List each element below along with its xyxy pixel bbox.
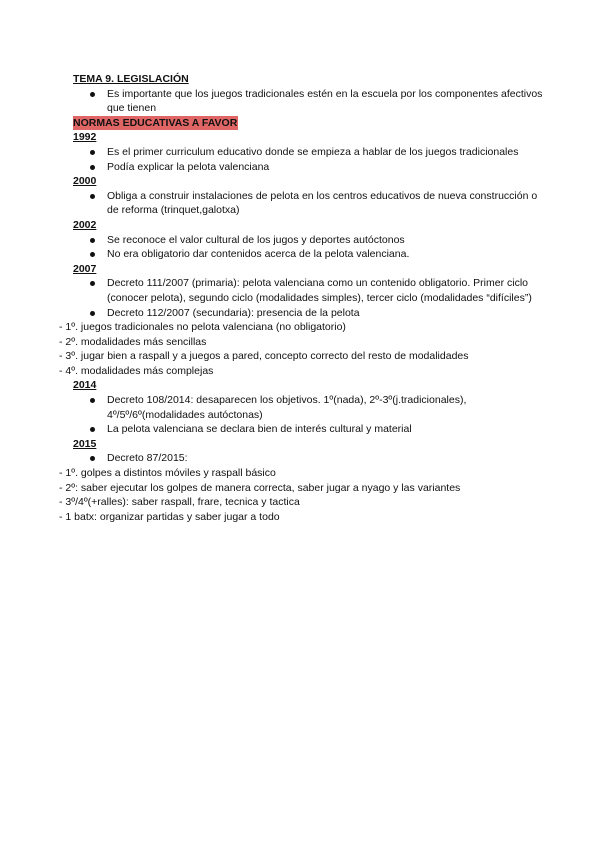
dash-line: - 2º. modalidades más sencillas xyxy=(59,335,207,348)
dash-line: - 3º/4º(+ralles): saber raspall, frare, tecnica y tactica xyxy=(59,496,300,509)
list-item: Decreto 87/2015: xyxy=(73,451,543,466)
list-item: La pelota valenciana se declara bien de interés cultural y material xyxy=(73,422,543,437)
bullet-list xyxy=(73,233,543,262)
bullet-icon xyxy=(90,252,95,257)
bullet-list xyxy=(73,189,543,218)
bullet-icon xyxy=(90,281,95,286)
dash-line: - 4º. modalidades más complejas xyxy=(59,364,214,377)
list-item: Decreto 112/2007 (secundaria): presencia de la pelota xyxy=(73,306,543,321)
list-item: Se reconoce el valor cultural de los jugos y deportes autóctonos xyxy=(73,233,543,248)
list-item: Podía explicar la pelota valenciana xyxy=(73,160,543,175)
bullet-list xyxy=(73,145,543,174)
list-item: Obliga a construir instalaciones de pelota en los centros educativos de nueva construcción o de reforma (trinquet,galotxa) xyxy=(73,189,543,218)
year-heading: 2000 xyxy=(73,175,97,188)
dash-line: - 1º. golpes a distintos móviles y raspall básico xyxy=(59,467,276,480)
bullet-icon xyxy=(90,427,95,432)
bullet-icon xyxy=(90,150,95,155)
intro-list xyxy=(73,87,543,116)
bullet-list xyxy=(73,393,543,437)
list-item: Decreto 108/2014: desaparecen los objetivos. 1º(nada), 2º-3º(j.tradicionales), 4º/5º/6º(modalidades autóctonas) xyxy=(73,393,543,422)
bullet-icon xyxy=(90,311,95,316)
dash-line: - 2º: saber ejecutar los golpes de manera correcta, saber jugar a nyago y las variantes xyxy=(59,481,461,494)
list-item: Es el primer curriculum educativo donde se empieza a hablar de los juegos tradicionales xyxy=(73,145,543,160)
bullet-icon xyxy=(90,238,95,243)
bullet-icon xyxy=(90,92,95,97)
dash-line: - 3º. jugar bien a raspall y a juegos a pared, concepto correcto del resto de modalidades xyxy=(59,350,469,363)
dash-line: - 1 batx: organizar partidas y saber jugar a todo xyxy=(59,510,280,523)
list-item: Es importante que los juegos tradicionales estén en la escuela por los componentes afectivos que tienen xyxy=(73,87,543,116)
year-heading: 2014 xyxy=(73,379,97,392)
section-heading: NORMAS EDUCATIVAS A FAVOR xyxy=(73,116,238,129)
year-heading: 2015 xyxy=(73,437,97,450)
bullet-icon xyxy=(90,456,95,461)
bullet-icon xyxy=(90,398,95,403)
doc-title: TEMA 9. LEGISLACIÓN xyxy=(73,73,189,85)
year-heading: 2002 xyxy=(73,218,97,231)
dash-line: - 1º. juegos tradicionales no pelota valenciana (no obligatorio) xyxy=(59,321,346,334)
document-body xyxy=(59,72,543,524)
year-heading: 2007 xyxy=(73,262,97,275)
bullet-list xyxy=(73,276,543,320)
bullet-icon xyxy=(90,194,95,199)
bullet-list xyxy=(73,451,543,466)
year-heading: 1992 xyxy=(73,131,97,144)
bullet-icon xyxy=(90,165,95,170)
list-item: Decreto 111/2007 (primaria): pelota valenciana como un contenido obligatorio. Primer ciclo (conocer pelota), segundo ciclo (modalidades simples), tercer ciclo (modalidades “difíciles”) xyxy=(73,276,543,305)
list-item: No era obligatorio dar contenidos acerca de la pelota valenciana. xyxy=(73,247,543,262)
